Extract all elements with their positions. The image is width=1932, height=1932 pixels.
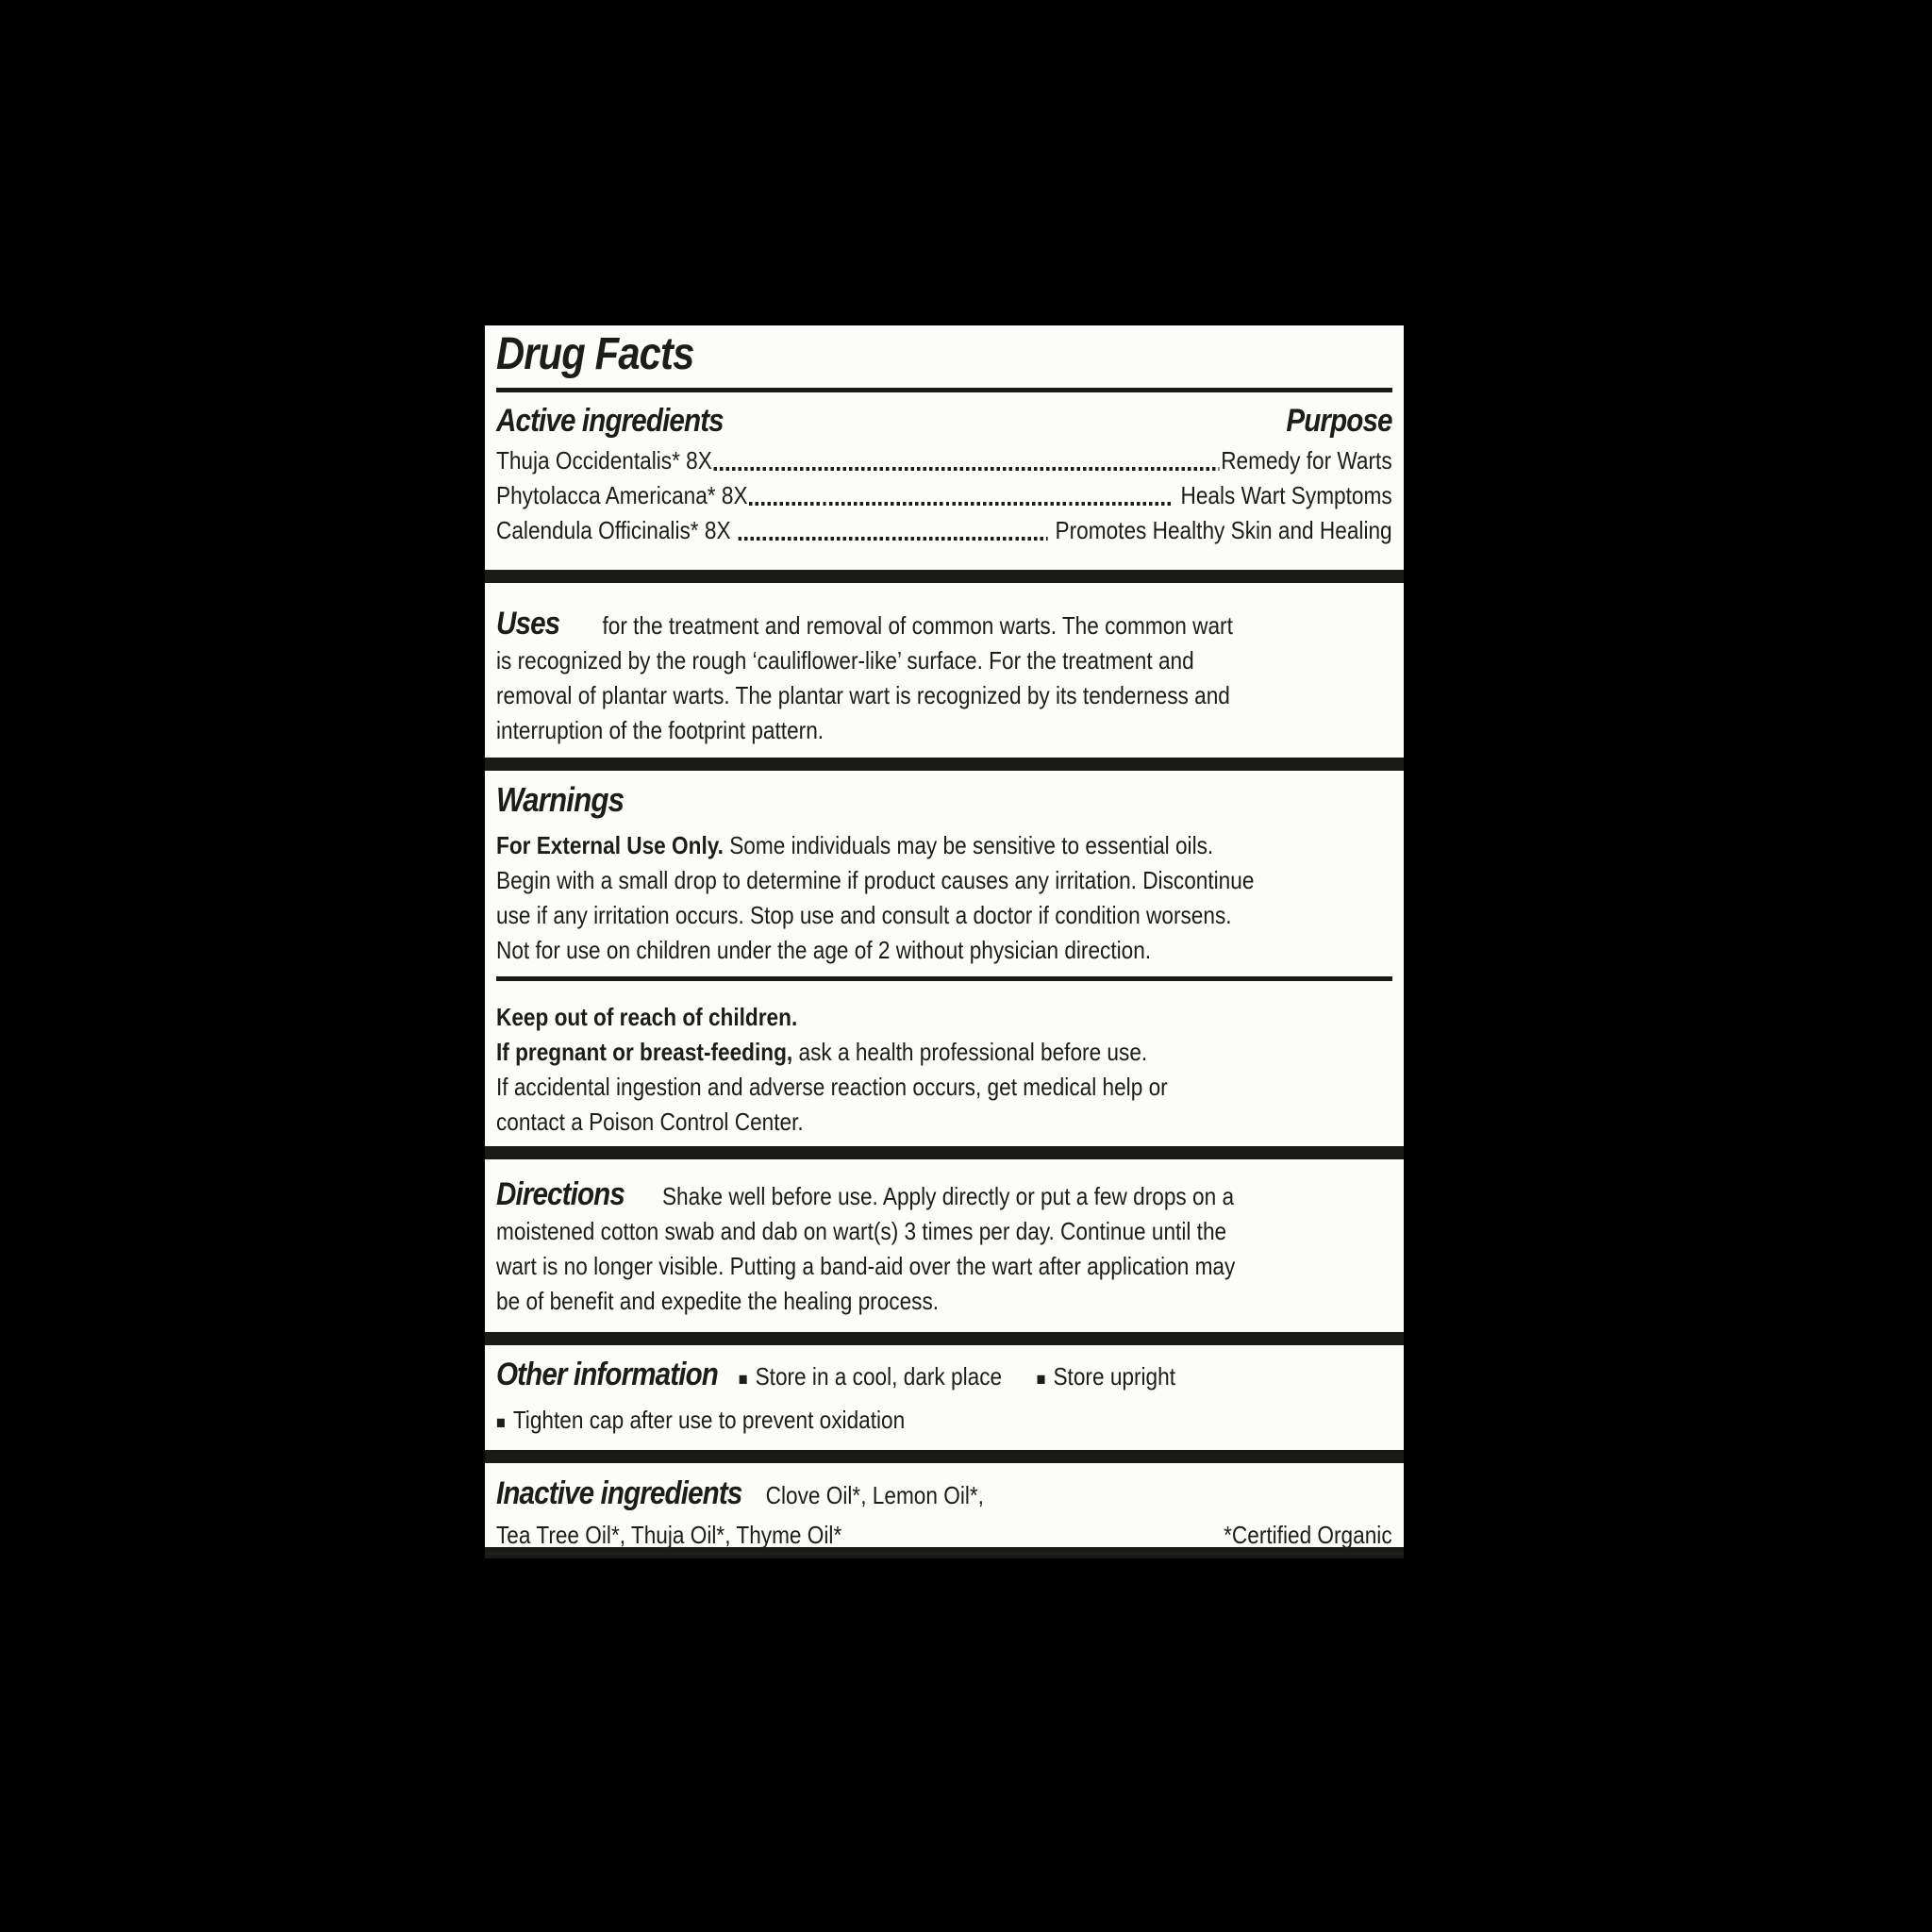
ingredient-name: Calendula Officinalis* 8X xyxy=(496,516,731,544)
active-ingredients-heading: Active ingredients xyxy=(496,403,724,439)
uses-text: for the treatment and removal of common warts. The common wart xyxy=(602,611,1233,640)
active-ingredients-header-row xyxy=(496,402,1392,440)
pregnant-text: ask a health professional before use. xyxy=(792,1038,1148,1066)
store-upright-bullet xyxy=(1037,1354,1175,1403)
dotted-leader xyxy=(714,467,1220,471)
section-divider-bar xyxy=(485,758,1404,771)
uses-heading: Uses xyxy=(496,606,560,641)
dotted-leader xyxy=(749,502,1173,506)
external-use-emphasis: For External Use Only. xyxy=(496,831,724,859)
other-information-section xyxy=(496,1352,1392,1441)
inactive-ingredients-row xyxy=(496,1471,1392,1518)
warnings-text: Some individuals may be sensitive to essential oils. xyxy=(723,831,1214,859)
warnings-body xyxy=(496,828,1392,968)
warnings-line: Begin with a small drop to determine if product causes any irritation. Discontinue xyxy=(496,866,1255,894)
ingredient-name: Phytolacca Americana* 8X xyxy=(496,481,748,509)
title-divider xyxy=(496,388,1392,392)
active-ingredients-table xyxy=(496,443,1392,548)
section-divider-bar xyxy=(485,1332,1404,1345)
panel-title: Drug Facts xyxy=(496,329,694,379)
keep-out-of-reach-block xyxy=(496,1000,1392,1140)
store-cool-bullet xyxy=(739,1354,1002,1403)
uses-section xyxy=(496,607,1392,748)
other-info-row xyxy=(496,1352,1392,1403)
inactive-ingredients-text: Tea Tree Oil*, Thuja Oil*, Thyme Oil* xyxy=(496,1521,842,1549)
section-divider-bar xyxy=(485,1450,1404,1463)
keep-out-line: Keep out of reach of children. xyxy=(496,1003,798,1031)
section-divider-bar xyxy=(485,570,1404,583)
directions-heading: Directions xyxy=(496,1176,625,1212)
warnings-line: use if any irritation occurs. Stop use and consult a doctor if condition worsens. xyxy=(496,901,1232,929)
uses-line: removal of plantar warts. The plantar wart is recognized by its tenderness and xyxy=(496,681,1230,709)
directions-text: Shake well before use. Apply directly or put a few drops on a xyxy=(661,1182,1235,1210)
ingredient-row xyxy=(496,513,1392,548)
directions-line xyxy=(496,1177,1392,1214)
pregnant-emphasis: If pregnant or breast-feeding, xyxy=(496,1038,793,1066)
directions-line: wart is no longer visible. Putting a band-aid over the wart after application may xyxy=(496,1252,1236,1280)
warnings-section xyxy=(496,779,1392,1140)
directions-line: moistened cotton swab and dab on wart(s) 3 times per day. Continue until the xyxy=(496,1217,1227,1245)
bullet-text: Tighten cap after use to prevent oxidation xyxy=(512,1406,906,1434)
warnings-line: Not for use on children under the age of 2 without physician direction. xyxy=(496,936,1152,964)
ingestion-line: contact a Poison Control Center. xyxy=(496,1108,804,1136)
inactive-ingredients-section xyxy=(496,1471,1392,1553)
ingestion-line: If accidental ingestion and adverse reaction occurs, get medical help or xyxy=(496,1073,1168,1101)
inactive-ingredients-heading: Inactive ingredients xyxy=(496,1475,742,1511)
purpose-heading: Purpose xyxy=(1286,403,1392,439)
uses-line: interruption of the footprint pattern. xyxy=(496,716,824,744)
pregnant-line xyxy=(496,1035,1392,1070)
directions-line: be of benefit and expedite the healing process. xyxy=(496,1287,940,1315)
section-divider-bar xyxy=(485,1146,1404,1159)
warnings-heading: Warnings xyxy=(496,780,625,819)
ingredient-purpose: Heals Wart Symptoms xyxy=(1180,481,1392,509)
bullet-text: Store upright xyxy=(1053,1362,1175,1391)
warnings-subdivider xyxy=(496,976,1392,981)
ingredient-row xyxy=(496,478,1392,513)
dotted-leader xyxy=(738,537,1047,541)
warnings-line xyxy=(496,828,1392,863)
ingredient-row xyxy=(496,443,1392,478)
other-information-heading: Other information xyxy=(496,1357,718,1392)
uses-line: is recognized by the rough ‘cauliflower-like’ surface. For the treatment and xyxy=(496,646,1194,675)
bullet-text: Store in a cool, dark place xyxy=(755,1362,1003,1391)
tighten-cap-bullet xyxy=(496,1403,1392,1441)
inactive-ingredients-row2 xyxy=(496,1518,1392,1553)
directions-section xyxy=(496,1177,1392,1319)
uses-line xyxy=(496,607,1392,643)
ingredient-purpose: Promotes Healthy Skin and Healing xyxy=(1055,516,1392,544)
inactive-ingredients-text: Clove Oil*, Lemon Oil*, xyxy=(765,1481,984,1509)
ingredient-purpose: Remedy for Warts xyxy=(1221,446,1392,475)
drug-facts-panel xyxy=(485,325,1404,1558)
ingredient-name: Thuja Occidentalis* 8X xyxy=(496,446,712,475)
certified-organic-note: *Certified Organic xyxy=(1224,1521,1392,1549)
